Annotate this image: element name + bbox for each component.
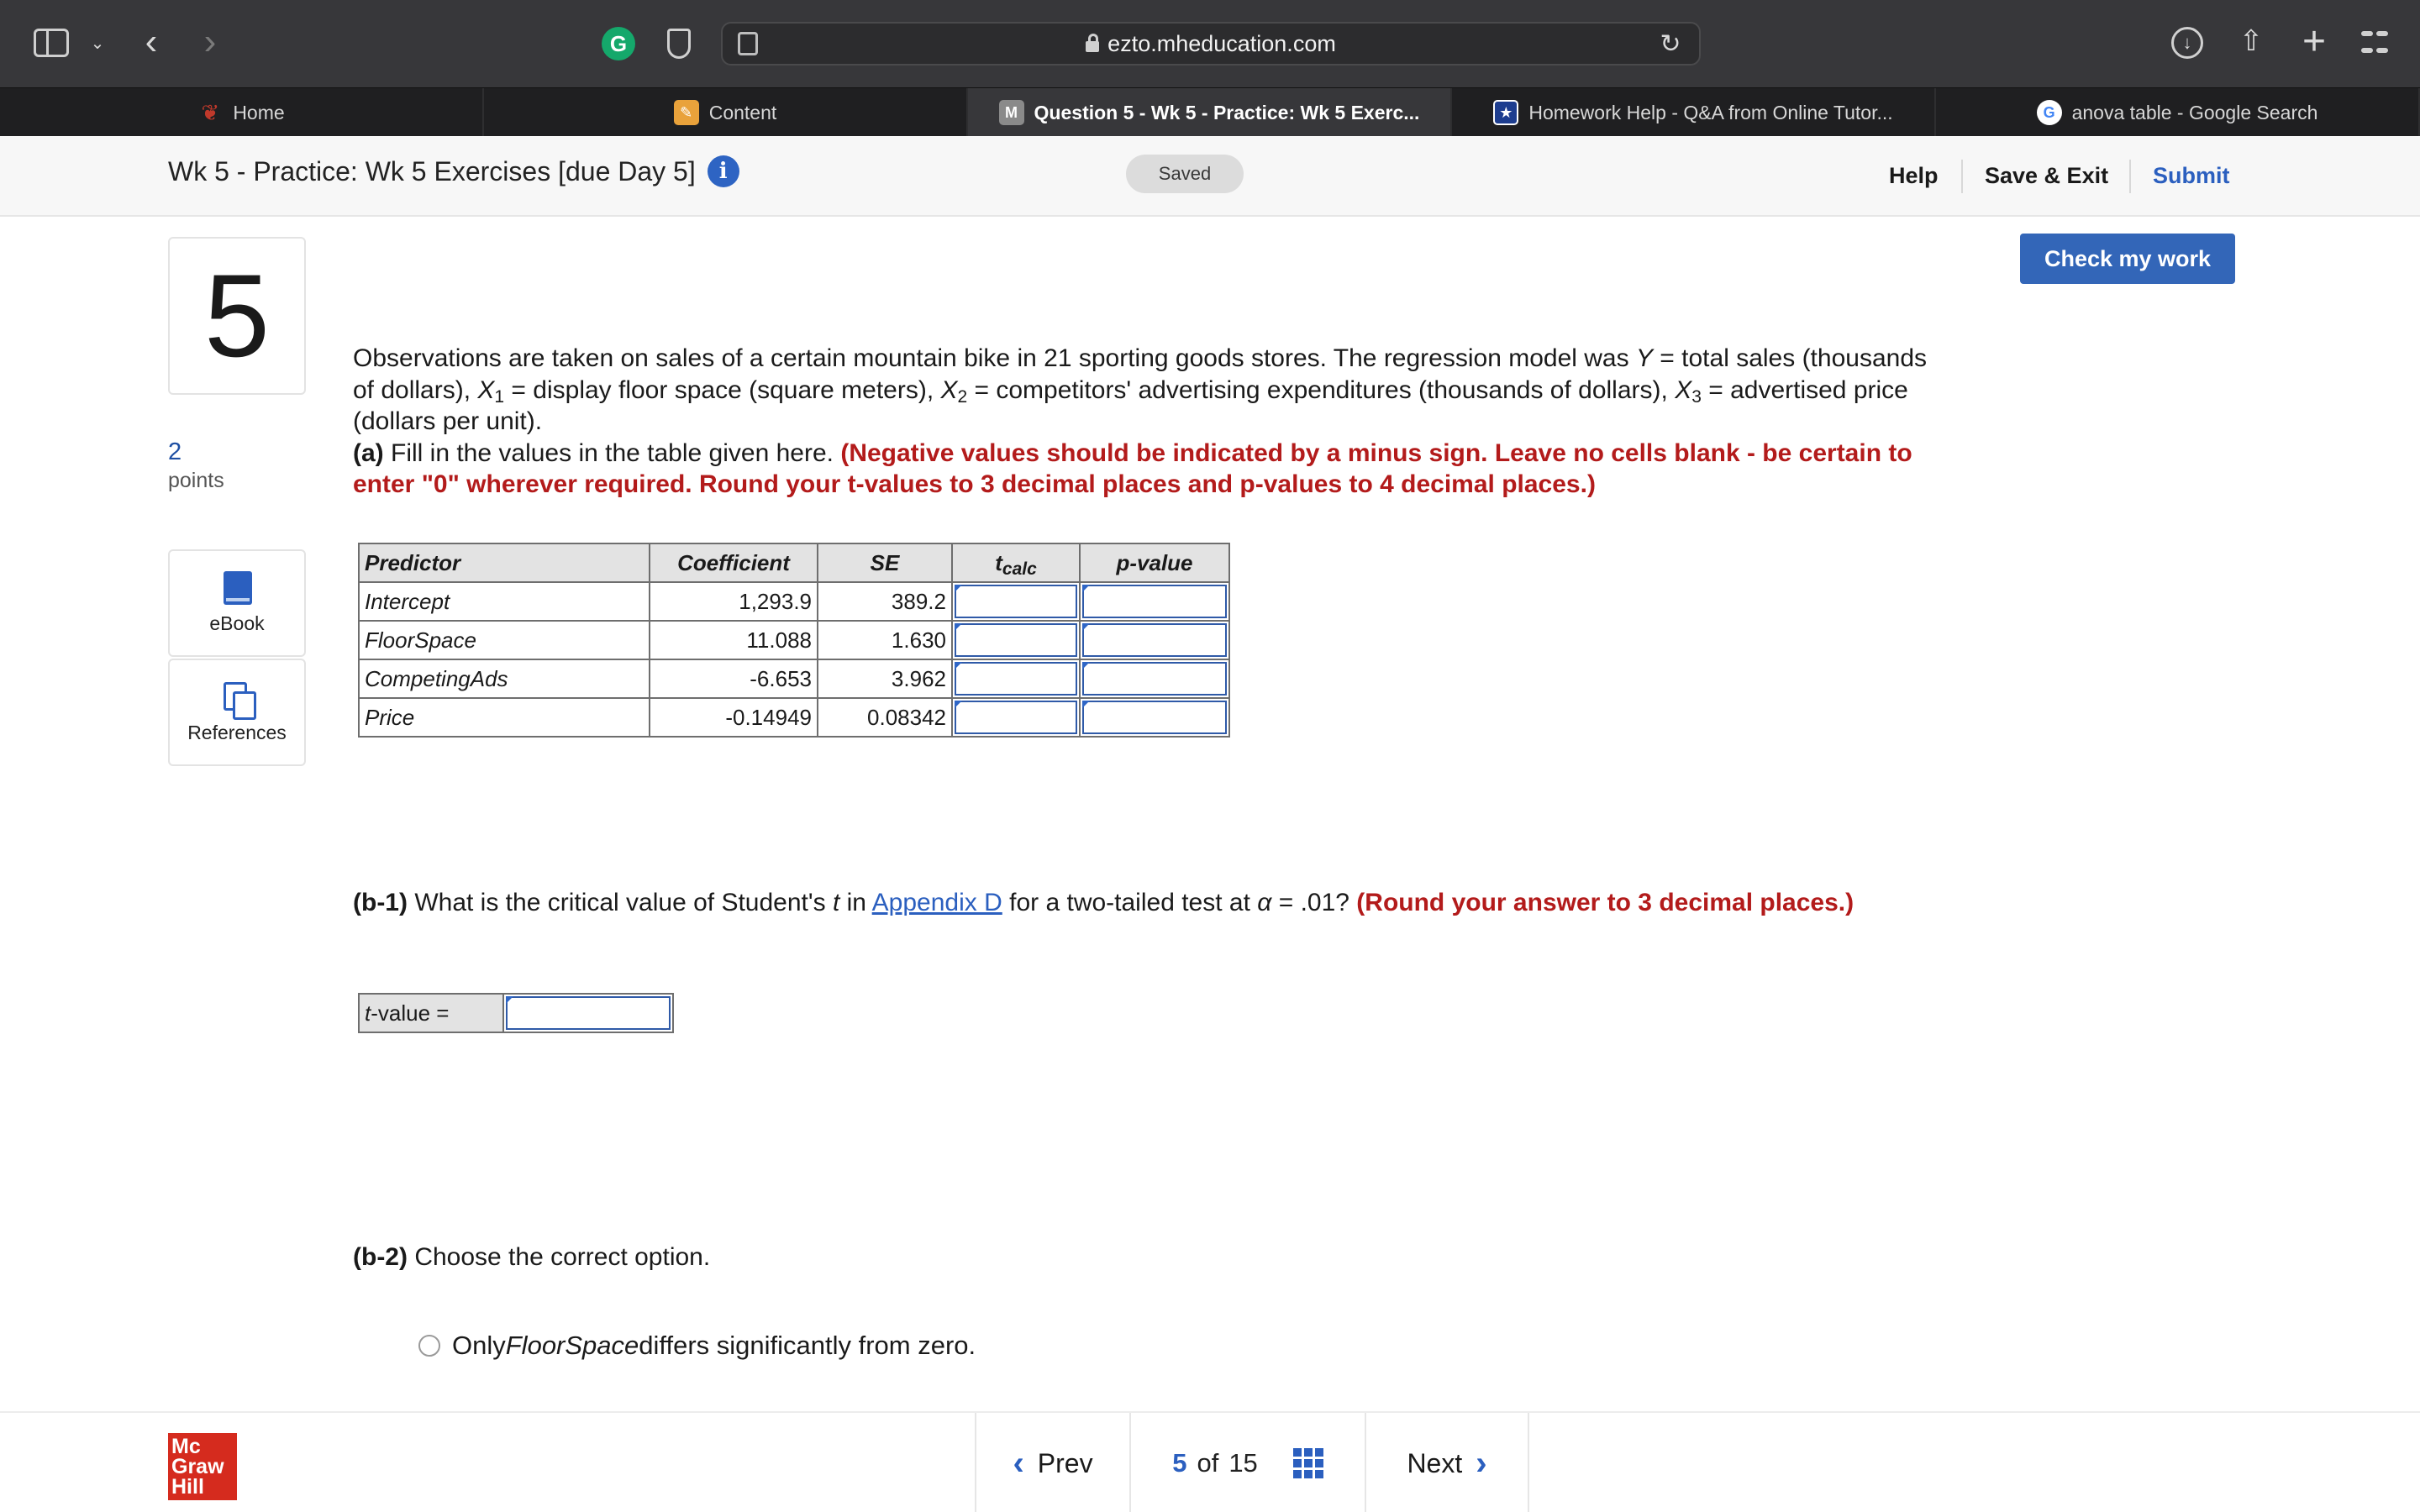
footer: [0, 1411, 2420, 1512]
table-row: [359, 659, 1229, 698]
pvalue-cell: [1080, 659, 1229, 698]
tcalc-cell: [952, 621, 1080, 659]
google-tab-icon: G: [2037, 100, 2062, 125]
grammarly-icon[interactable]: G: [602, 27, 635, 60]
t-value-label: t-value =: [360, 995, 504, 1032]
pvalue-input-floorspace[interactable]: [1082, 623, 1227, 657]
saved-status: Saved: [1126, 155, 1244, 193]
tcalc-input-price[interactable]: [955, 701, 1077, 734]
ebook-label: eBook: [209, 612, 265, 634]
shield-icon[interactable]: [667, 29, 691, 59]
lock-icon: [1086, 41, 1099, 52]
option-floorspace[interactable]: Only FloorSpace differs significantly from zero.: [418, 1331, 976, 1361]
prev-button[interactable]: ‹ Prev: [975, 1413, 1129, 1512]
page-indicator[interactable]: 5 of 15: [1129, 1413, 1365, 1512]
tab-homework-help[interactable]: [1452, 88, 1936, 137]
col-pvalue: p-value: [1080, 543, 1229, 582]
tcalc-cell: [952, 698, 1080, 737]
submit-button[interactable]: Submit: [2153, 163, 2230, 188]
table-row: [359, 621, 1229, 659]
tab-label: anova table - Google Search: [2071, 101, 2318, 123]
url-text[interactable]: ezto.mheducation.com: [723, 24, 1699, 64]
pvalue-input-price[interactable]: [1082, 701, 1227, 734]
tcalc-input-intercept[interactable]: [955, 585, 1077, 618]
browser-toolbar: [0, 0, 2420, 87]
col-tcalc: $t_{calc}$: [952, 543, 1080, 582]
table-header-row: [359, 543, 1229, 582]
new-tab-icon[interactable]: +: [2302, 18, 2327, 64]
pvalue-input-competingads[interactable]: [1082, 662, 1227, 696]
pagination: [975, 1413, 1529, 1512]
tab-overview-icon[interactable]: [2360, 27, 2390, 57]
t-value-row: [358, 993, 674, 1033]
pvalue-cell: [1080, 698, 1229, 737]
tab-bar: [0, 87, 2420, 136]
sidebar-toggle-icon[interactable]: [34, 29, 69, 57]
question-number: 5: [168, 237, 306, 395]
mcgraw-hill-logo: Mc Graw Hill: [168, 1433, 237, 1500]
help-button[interactable]: Help: [1889, 163, 1939, 188]
coefficient-cell: -6.653: [650, 659, 818, 698]
part-a-label: (a): [353, 438, 384, 467]
mcgraw-tab-icon: ❦: [201, 99, 220, 125]
references-label: References: [187, 722, 287, 743]
forward-icon[interactable]: ›: [203, 21, 217, 62]
share-icon[interactable]: ⇧: [2238, 25, 2264, 57]
pvalue-cell: [1080, 621, 1229, 659]
question-grid-icon[interactable]: [1293, 1448, 1323, 1478]
tcalc-input-competingads[interactable]: [955, 662, 1077, 696]
tab-label: Homework Help - Q&A from Online Tutor...: [1528, 101, 1893, 123]
col-coefficient: Coefficient: [650, 543, 818, 582]
chevron-down-icon[interactable]: ⌄: [90, 34, 105, 53]
tab-google-search[interactable]: [1936, 88, 2420, 137]
regression-table: [358, 543, 1230, 738]
part-b1-prompt: (b-1) What is the critical value of Student's t in Appendix D for a two-tailed test at α = .01? (Round your answer to 3 decimal places.): [353, 889, 1854, 916]
back-icon[interactable]: ‹: [145, 21, 158, 62]
pvalue-input-intercept[interactable]: [1082, 585, 1227, 618]
reload-icon[interactable]: ↻: [1660, 29, 1681, 58]
coefficient-cell: -0.14949: [650, 698, 818, 737]
table-row: [359, 698, 1229, 737]
col-se: SE: [818, 543, 952, 582]
assignment-title: Wk 5 - Practice: Wk 5 Exercises [due Day 5] i: [168, 156, 739, 190]
points-value: 2: [168, 438, 182, 465]
tab-question[interactable]: [968, 88, 1452, 137]
book-icon: [224, 571, 252, 605]
se-cell: 1.630: [818, 621, 952, 659]
points-label: points: [168, 469, 224, 492]
predictor-cell: CompetingAds: [359, 659, 650, 698]
info-icon[interactable]: i: [708, 155, 739, 187]
address-bar[interactable]: [721, 22, 1701, 66]
ebook-button[interactable]: [168, 549, 306, 657]
mheducation-tab-icon: M: [999, 100, 1024, 125]
references-button[interactable]: [168, 659, 306, 766]
tcalc-cell: [952, 582, 1080, 621]
se-cell: 3.962: [818, 659, 952, 698]
next-button[interactable]: Next ›: [1365, 1413, 1529, 1512]
se-cell: 0.08342: [818, 698, 952, 737]
tcalc-input-floorspace[interactable]: [955, 623, 1077, 657]
coefficient-cell: 1,293.9: [650, 582, 818, 621]
col-predictor: Predictor: [359, 543, 650, 582]
predictor-cell: Intercept: [359, 582, 650, 621]
tcalc-cell: [952, 659, 1080, 698]
assignment-header: [0, 136, 2420, 217]
question-stem: Observations are taken on sales of a certain mountain bike in 21 sporting goods stores. The regression model was Y = total sales (thousands of dollars), $X_1$ = display floor space (square meters), $X_2$ = competitors' advertising expenditures (thousands of dollars), $X_3$ = advertised price (dollars per unit). (a) Fill in the values in the table given here. (Negative values should be indicated by a minus sign. Leave no cells blank - be certain to enter "0" wherever required. Round your t-values to 3 decimal places and p-values to 4 decimal places.): [353, 344, 1927, 498]
appendix-d-link[interactable]: Appendix D: [871, 889, 1002, 916]
table-row: [359, 582, 1229, 621]
tab-label: Content: [708, 101, 777, 123]
tab-home[interactable]: [0, 88, 484, 137]
tab-label: Home: [233, 101, 285, 123]
se-cell: 389.2: [818, 582, 952, 621]
divider: [1961, 160, 1963, 193]
part-b2-prompt: (b-2) Choose the correct option.: [353, 1243, 711, 1271]
predictor-cell: FloorSpace: [359, 621, 650, 659]
check-my-work-button[interactable]: Check my work: [2020, 234, 2235, 284]
copy-icon: [224, 682, 247, 711]
divider: [2129, 160, 2131, 193]
save-exit-button[interactable]: Save & Exit: [1985, 163, 2109, 188]
t-value-input[interactable]: [506, 996, 671, 1030]
chevron-right-icon: ›: [1476, 1444, 1487, 1482]
predictor-cell: Price: [359, 698, 650, 737]
t-value-cell: [504, 995, 672, 1032]
download-icon[interactable]: ↓: [2171, 27, 2203, 59]
chevron-left-icon: ‹: [1013, 1444, 1024, 1482]
pencil-tab-icon: ✎: [674, 100, 699, 125]
tab-content[interactable]: [484, 88, 968, 137]
part-a-instructions: (Negative values should be indicated by a minus sign. Leave no cells blank - be certain to enter "0" wherever required. Round your t-values to 3 decimal places and p-values to 4 decimal places.): [353, 438, 1912, 498]
radio-button[interactable]: [418, 1335, 440, 1357]
star-tab-icon: ★: [1493, 100, 1518, 125]
pvalue-cell: [1080, 582, 1229, 621]
tab-label: Question 5 - Wk 5 - Practice: Wk 5 Exerc...: [1034, 101, 1420, 123]
coefficient-cell: 11.088: [650, 621, 818, 659]
